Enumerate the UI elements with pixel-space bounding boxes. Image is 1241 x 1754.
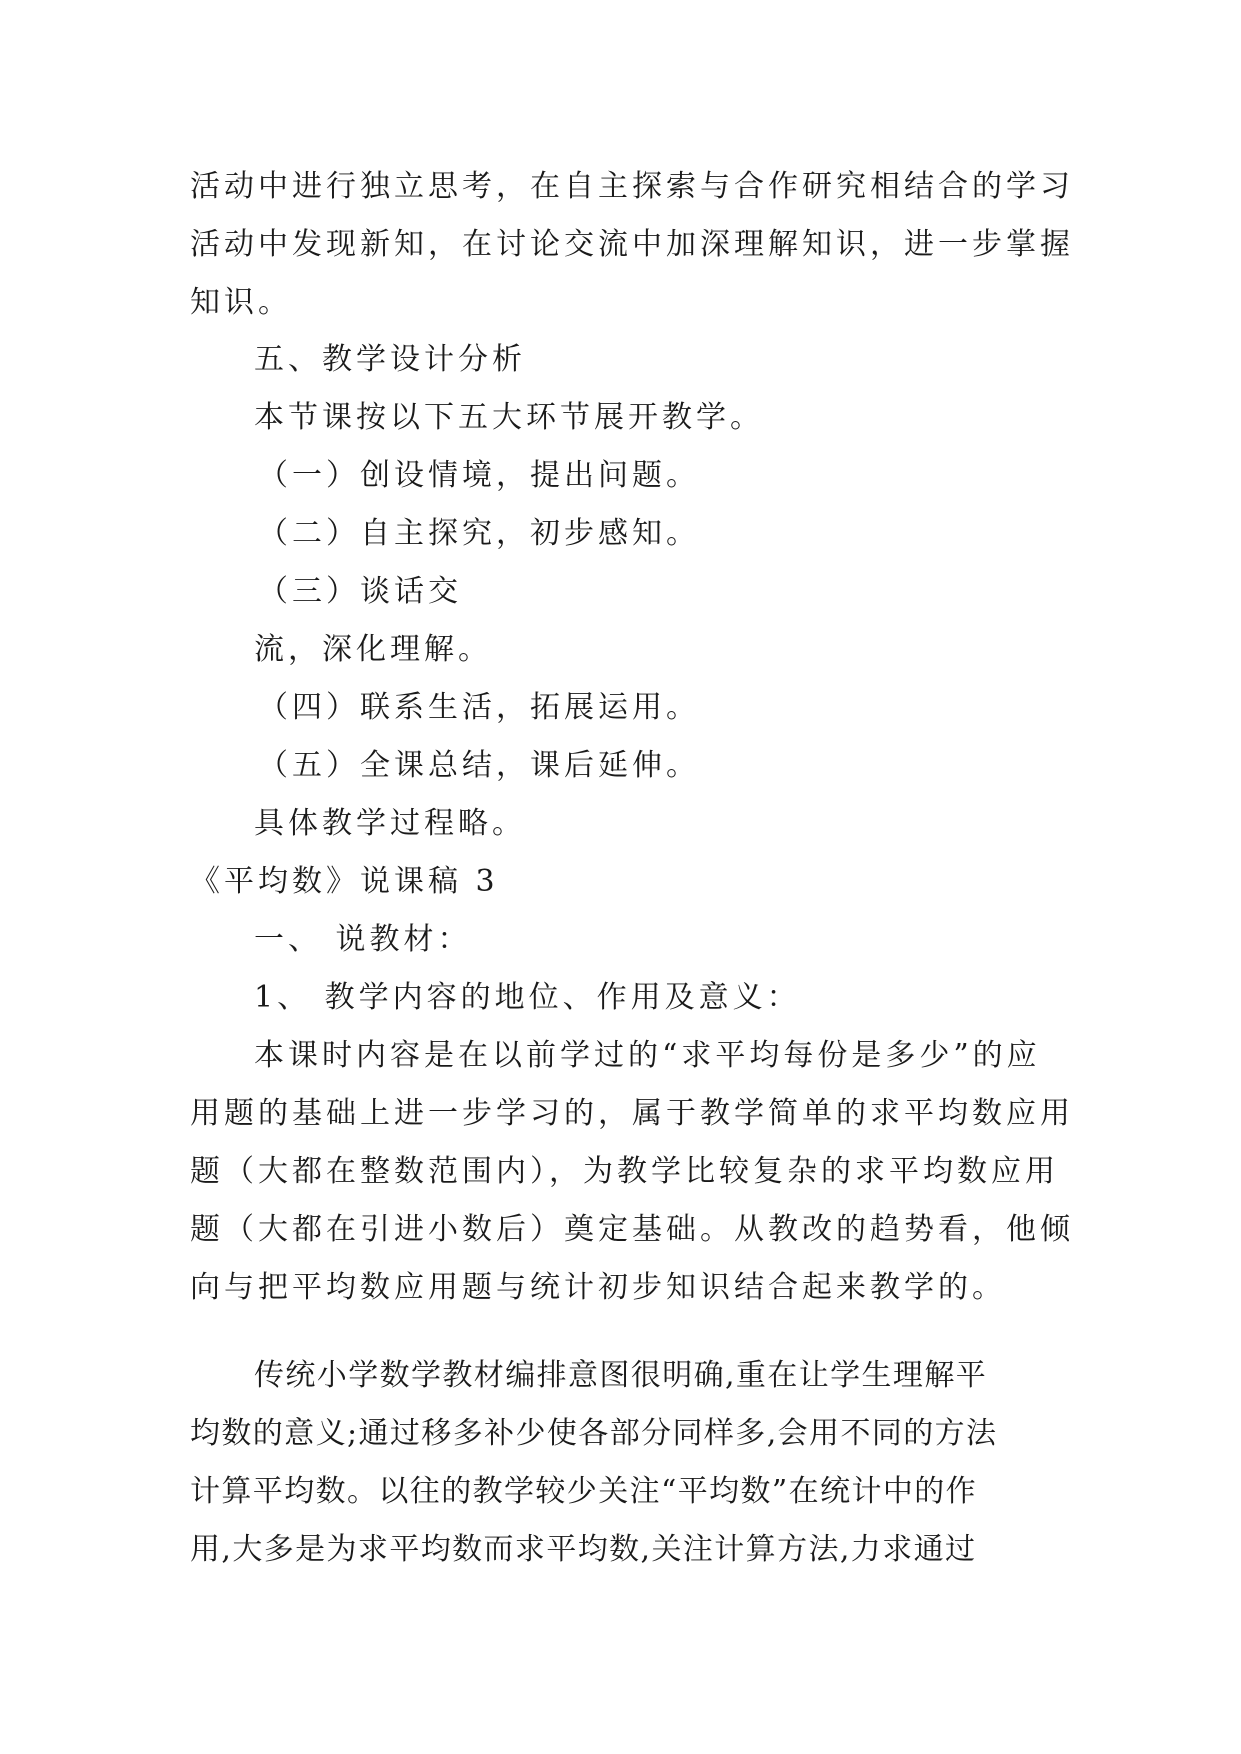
paragraph-line: 活动中进行独立思考，在自主探索与合作研究相结合的学习 bbox=[190, 169, 1074, 204]
list-item: （三）谈话交 bbox=[258, 574, 462, 609]
paragraph-line: 用,大多是为求平均数而求平均数,关注计算方法,力求通过 bbox=[190, 1532, 977, 1567]
list-item: （五）全课总结，课后延伸。 bbox=[258, 748, 700, 783]
section-heading: 五、教学设计分析 bbox=[254, 342, 526, 377]
document-title: 《平均数》说课稿 3 bbox=[190, 864, 499, 899]
list-item-continuation: 流，深化理解。 bbox=[254, 632, 492, 667]
section-heading: 一、 说教材： bbox=[254, 922, 472, 957]
subsection-heading: 1、 教学内容的地位、作用及意义： bbox=[254, 980, 801, 1015]
paragraph-line: 本节课按以下五大环节展开教学。 bbox=[254, 400, 764, 435]
paragraph-line: 本课时内容是在以前学过的“求平均每份是多少”的应 bbox=[254, 1038, 1041, 1073]
paragraph-line: 题（大都在整数范围内），为教学比较复杂的求平均数应用 bbox=[190, 1154, 1059, 1189]
paragraph-line: 用题的基础上进一步学习的，属于教学简单的求平均数应用 bbox=[190, 1096, 1074, 1131]
paragraph-line: 计算平均数。以往的教学较少关注“平均数”在统计中的作 bbox=[190, 1474, 978, 1509]
list-item: （二）自主探究，初步感知。 bbox=[258, 516, 700, 551]
list-item: （四）联系生活，拓展运用。 bbox=[258, 690, 700, 725]
paragraph-line: 题（大都在引进小数后）奠定基础。从教改的趋势看，他倾 bbox=[190, 1212, 1074, 1247]
list-item: （一）创设情境，提出问题。 bbox=[258, 458, 700, 493]
paragraph-line: 具体教学过程略。 bbox=[254, 806, 526, 841]
paragraph-line: 向与把平均数应用题与统计初步知识结合起来教学的。 bbox=[190, 1270, 1006, 1305]
paragraph-line: 传统小学数学教材编排意图很明确,重在让学生理解平 bbox=[254, 1358, 988, 1393]
paragraph-line: 活动中发现新知，在讨论交流中加深理解知识，进一步掌握 bbox=[190, 227, 1074, 262]
paragraph-line: 知识。 bbox=[190, 285, 292, 320]
paragraph-line: 均数的意义;通过移多补少使各部分同样多,会用不同的方法 bbox=[190, 1416, 998, 1451]
